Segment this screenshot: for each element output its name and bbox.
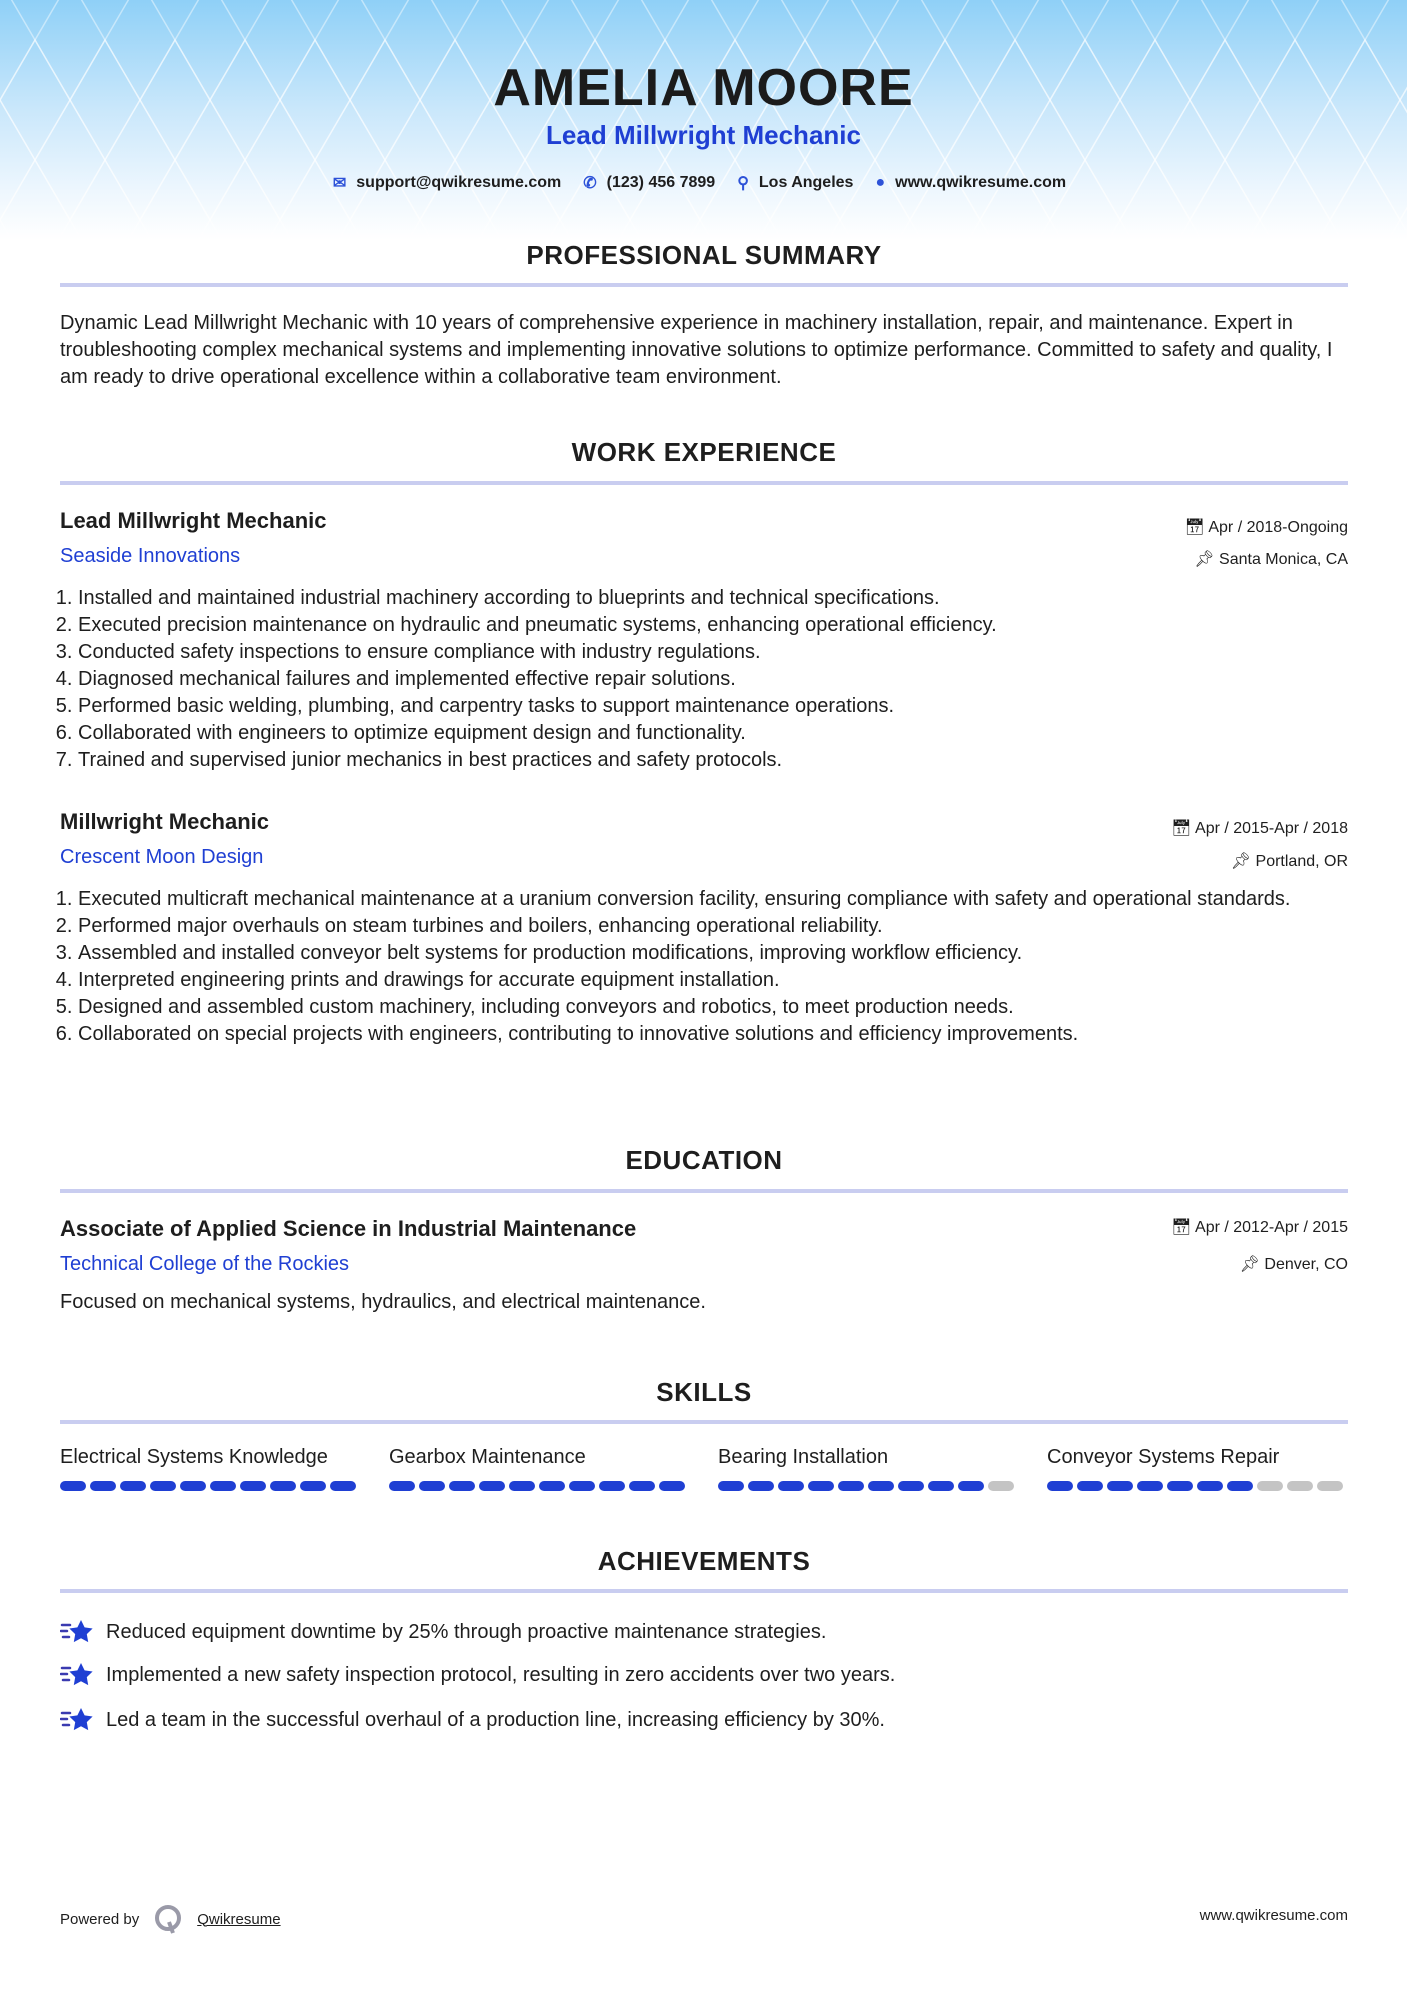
skill-level-segment [300, 1481, 326, 1491]
calendar-icon: 📅︎ [1171, 1219, 1196, 1236]
skill-level-segment [210, 1481, 236, 1491]
skill-level-segment [1167, 1481, 1193, 1491]
skill-level-segment [479, 1481, 505, 1491]
skill-level-segment [330, 1481, 356, 1491]
skill-level-segment [1137, 1481, 1163, 1491]
list-item: 6. Collaborated on special projects with engineers, contributing to innovative solutions and efficiency improvements. [78, 1021, 1350, 1048]
skill-level-segment [928, 1481, 954, 1491]
skill-item [60, 1446, 360, 1491]
list-item: 6. Collaborated with engineers to optimize equipment design and functionality. [78, 720, 1350, 747]
list-item: 1. Executed multicraft mechanical maintenance at a uranium conversion facility, ensuring compliance with safety and operational standards. [78, 886, 1350, 913]
summary-text: Dynamic Lead Millwright Mechanic with 10 years of comprehensive experience in machinery installation, repair, and maintenance. Expert in troubleshooting complex mechanical systems and implementing innovative solutions to optimize performance. Committed to safety and quality, I am ready to drive operational excellence within a collaborative team environment. [60, 312, 1333, 388]
skill-level-segment [150, 1481, 176, 1491]
skill-level-segment [1047, 1481, 1073, 1491]
skill-level-segment [120, 1481, 146, 1491]
divider [60, 481, 1348, 485]
divider [60, 1589, 1348, 1593]
email[interactable]: support@qwikresume.com [356, 174, 562, 191]
skills-heading: SKILLS [656, 1377, 752, 1407]
divider [60, 1420, 1348, 1424]
skill-name: Gearbox Maintenance [389, 1446, 586, 1468]
skill-level-segment [1197, 1481, 1223, 1491]
skill-level-segment [60, 1481, 86, 1491]
skill-level-segment [539, 1481, 565, 1491]
qwikresume-logo-icon [153, 1904, 183, 1934]
skill-level-segment [1227, 1481, 1253, 1491]
skill-level-segment [838, 1481, 864, 1491]
skill-level-bar [1047, 1481, 1347, 1491]
education-location: 📌︎ Denver, CO [1239, 1256, 1348, 1273]
list-item: 4. Interpreted engineering prints and drawings for accurate equipment installation. [78, 967, 1350, 994]
skill-level-segment [90, 1481, 116, 1491]
skill-level-segment [868, 1481, 894, 1491]
company-name: Crescent Moon Design [60, 846, 264, 868]
phone-icon: ✆ [583, 175, 597, 192]
experience-heading: WORK EXPERIENCE [571, 437, 837, 467]
skill-level-segment [240, 1481, 266, 1491]
website[interactable]: www.qwikresume.com [895, 174, 1067, 191]
job-dates: 📅︎ Apr / 2015-Apr / 2018 [1171, 820, 1348, 837]
list-item: 3. Assembled and installed conveyor belt systems for production modifications, improving workflow efficiency. [78, 940, 1350, 967]
skill-level-segment [509, 1481, 535, 1491]
skill-level-segment [270, 1481, 296, 1491]
star-icon [60, 1660, 94, 1690]
skill-name: Conveyor Systems Repair [1047, 1446, 1280, 1468]
skill-level-segment [1077, 1481, 1103, 1491]
skill-item [1047, 1446, 1347, 1491]
job-bullets [60, 585, 1350, 774]
achievement-item [60, 1660, 895, 1690]
job-dates: 📅︎ Apr / 2018-Ongoing [1184, 519, 1348, 536]
job-title: Millwright Mechanic [60, 809, 270, 834]
candidate-name: AMELIA MOORE [493, 59, 914, 117]
job-location: 📌︎ Portland, OR [1230, 853, 1348, 870]
achievement-text: Implemented a new safety inspection protocol, resulting in zero accidents over two years. [106, 1663, 896, 1686]
map-pin-icon: ⚲ [737, 175, 749, 192]
list-item: 2. Executed precision maintenance on hydraulic and pneumatic systems, enhancing operational efficiency. [78, 612, 1350, 639]
pin-icon: 📌︎ [1194, 551, 1220, 568]
skill-level-segment [449, 1481, 475, 1491]
skill-level-segment [599, 1481, 625, 1491]
skill-item [389, 1446, 689, 1491]
achievements-heading: ACHIEVEMENTS [597, 1546, 811, 1576]
skill-level-bar [718, 1481, 1018, 1491]
candidate-title: Lead Millwright Mechanic [546, 120, 861, 150]
phone: (123) 456 7899 [606, 174, 716, 191]
skill-level-segment [958, 1481, 984, 1491]
job-title: Lead Millwright Mechanic [60, 508, 327, 533]
skill-level-segment [718, 1481, 744, 1491]
skill-level-segment [988, 1481, 1014, 1491]
footer-powered [60, 1904, 281, 1934]
footer-website[interactable]: www.qwikresume.com [1199, 1907, 1348, 1924]
achievement-text: Reduced equipment downtime by 25% through proactive maintenance strategies. [106, 1620, 827, 1643]
calendar-icon: 📅︎ [1184, 519, 1209, 536]
skill-level-segment [1257, 1481, 1283, 1491]
pin-icon: 📌︎ [1230, 853, 1256, 870]
company-name: Seaside Innovations [60, 545, 241, 567]
list-item: 7. Trained and supervised junior mechanics in best practices and safety protocols. [78, 747, 1350, 774]
skill-level-segment [389, 1481, 415, 1491]
skill-level-segment [629, 1481, 655, 1491]
calendar-icon: 📅︎ [1171, 820, 1196, 837]
skill-name: Electrical Systems Knowledge [60, 1446, 328, 1468]
achievement-item [60, 1705, 885, 1735]
star-icon [60, 1617, 94, 1647]
envelope-icon: ✉ [332, 175, 347, 192]
skill-level-segment [1317, 1481, 1343, 1491]
skill-level-segment [180, 1481, 206, 1491]
powered-by-label: Powered by [60, 1910, 140, 1928]
achievement-item [60, 1617, 826, 1647]
skill-level-segment [898, 1481, 924, 1491]
education-description: Focused on mechanical systems, hydraulics, and electrical maintenance. [60, 1291, 706, 1313]
divider [60, 1189, 1348, 1193]
skill-name: Bearing Installation [718, 1446, 889, 1468]
list-item: 5. Designed and assembled custom machinery, including conveyors and robotics, to meet production needs. [78, 994, 1350, 1021]
location: Los Angeles [758, 174, 854, 191]
degree: Associate of Applied Science in Industrial Maintenance [60, 1216, 637, 1241]
skill-level-bar [60, 1481, 360, 1491]
education-dates: 📅︎ Apr / 2012-Apr / 2015 [1171, 1219, 1348, 1236]
skill-level-segment [569, 1481, 595, 1491]
skill-level-segment [1107, 1481, 1133, 1491]
skill-level-bar [389, 1481, 689, 1491]
divider [60, 283, 1348, 287]
qwikresume-link[interactable]: Qwikresume [197, 1910, 281, 1928]
achievement-text: Led a team in the successful overhaul of a production line, increasing efficiency by 30%. [106, 1708, 885, 1731]
skill-item [718, 1446, 1018, 1491]
skill-level-segment [419, 1481, 445, 1491]
job-bullets [60, 886, 1350, 1048]
pin-icon: 📌︎ [1239, 1256, 1265, 1273]
summary-heading: PROFESSIONAL SUMMARY [526, 240, 882, 270]
education-heading: EDUCATION [625, 1145, 783, 1175]
contact-bar [0, 173, 1407, 193]
skill-level-segment [808, 1481, 834, 1491]
list-item: 5. Performed basic welding, plumbing, and carpentry tasks to support maintenance operations. [78, 693, 1350, 720]
skill-level-segment [778, 1481, 804, 1491]
list-item: 4. Diagnosed mechanical failures and implemented effective repair solutions. [78, 666, 1350, 693]
job-location: 📌︎ Santa Monica, CA [1194, 551, 1348, 568]
list-item: 2. Performed major overhauls on steam turbines and boilers, enhancing operational reliability. [78, 913, 1350, 940]
skill-level-segment [659, 1481, 685, 1491]
list-item: 1. Installed and maintained industrial machinery according to blueprints and technical specifications. [78, 585, 1350, 612]
skill-level-segment [748, 1481, 774, 1491]
globe-icon: ● [875, 174, 886, 191]
skill-level-segment [1287, 1481, 1313, 1491]
list-item: 3. Conducted safety inspections to ensure compliance with industry regulations. [78, 639, 1350, 666]
star-icon [60, 1705, 94, 1735]
school-name: Technical College of the Rockies [60, 1253, 350, 1275]
